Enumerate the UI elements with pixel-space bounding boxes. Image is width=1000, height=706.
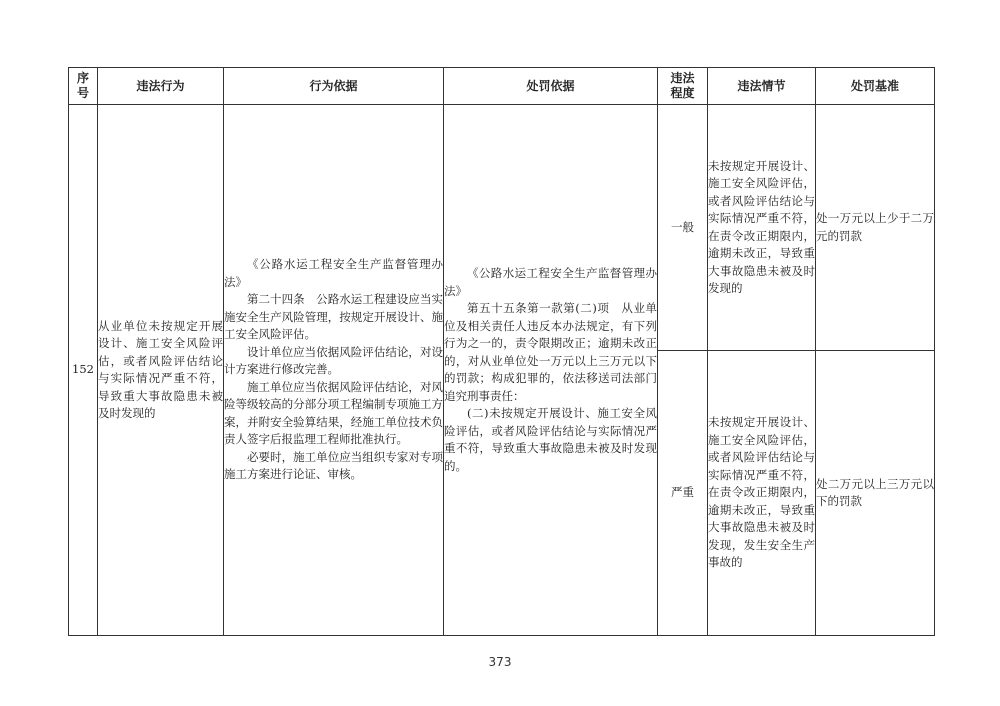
circumstance-serious: 未按规定开展设计、施工安全风险评估，或者风险评估结论与实际情况严重不符，在责令改正期限内，逾期未改正，导致重大事故隐患未被及时发现，发生安全生产事故的 [708,351,816,636]
basis-article: 第二十四条 公路水运工程建设应当实施安全生产风险管理，按规定开展设计、施工安全风险评估。 [224,292,443,342]
header-basis: 行为依据 [224,68,444,105]
regulation-table [68,67,935,636]
violation-behavior: 从业单位未按规定开展设计、施工安全风险评估，或者风险评估结论与实际情况严重不符，导致重大事故隐患未被及时发现的 [98,105,224,636]
degree-serious: 严重 [658,351,708,636]
standard-serious: 处二万元以上三万元以下的罚款 [816,351,935,636]
basis-para-design: 设计单位应当依据风险评估结论，对设计方案进行修改完善。 [224,344,443,377]
behavior-basis [224,105,444,636]
penalty-article: 第五十五条第一款第(二)项 从业单位及相关责任人违反本办法规定，有下列行为之一的，责令限期改正；逾期未改正的，对从业单位处一万元以上三万元以下的罚款；构成犯罪的，依法移送司法部门追究刑事责任： [444,301,657,403]
circumstance-general: 未按规定开展设计、施工安全风险评估，或者风险评估结论与实际情况严重不符，在责令改正期限内，逾期未改正，导致重大事故隐患未被及时发现的 [708,105,816,351]
row-number: 152 [69,105,98,636]
basis-para-expert: 必要时，施工单位应当组织专家对专项施工方案进行论证、审核。 [224,449,443,482]
penalty-item: (二)未按规定开展设计、施工安全风险评估，或者风险评估结论与实际情况严重不符，导致重大事故隐患未被及时发现的。 [444,406,657,473]
page-number: 373 [488,655,512,669]
header-circumstance: 违法情节 [708,68,816,105]
header-row [69,68,935,105]
penalty-title: 《公路水运工程安全生产监督管理办法》 [444,266,657,298]
table-row-general [69,105,935,351]
header-standard: 处罚基准 [816,68,935,105]
basis-title: 《公路水运工程安全生产监督管理办法》 [224,257,443,289]
header-no: 序 号 [69,68,98,105]
degree-general: 一般 [658,105,708,351]
basis-para-construction: 施工单位应当依据风险评估结论，对风险等级较高的分部分项工程编制专项施工方案，并附安全验算结果，经施工单位技术负责人签字后报监理工程师批准执行。 [224,379,443,447]
standard-general: 处一万元以上少于二万元的罚款 [816,105,935,351]
header-degree: 违法 程度 [658,68,708,105]
header-behavior: 违法行为 [98,68,224,105]
header-penalty-basis: 处罚依据 [444,68,658,105]
penalty-basis [444,105,658,636]
